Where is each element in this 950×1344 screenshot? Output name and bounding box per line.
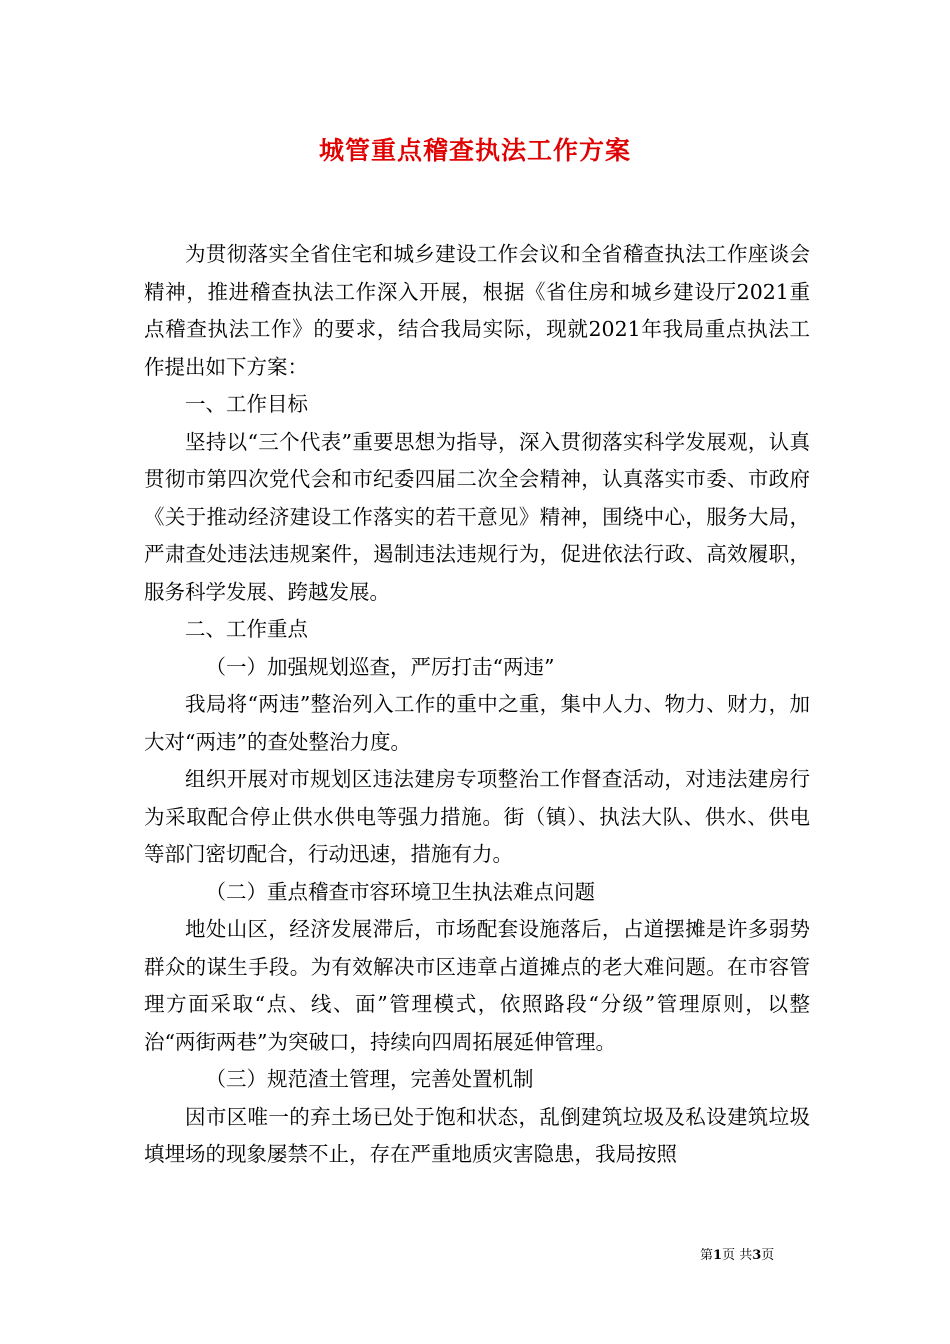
footer-suffix: 页 [761,1248,775,1263]
page-footer [700,1247,820,1265]
subsection-heading: （二）重点稽查市容环境卫生执法难点问题 [205,879,595,904]
footer-page-number: 1 [713,1248,723,1263]
body-paragraph: 地处山区，经济发展滞后，市场配套设施落后，占道摆摊是许多弱势群众的谋生手段。为有效解决市区违章占道摊点的老大难问题。在市容管理方面采取“点、线、面”管理模式，依照路段“分级”管理原则，以整治“两街两巷”为突破口，持续向四周拓展延伸管理。 [144,917,810,1054]
section-heading: 一、工作目标 [185,392,308,416]
subsection-heading: （一）加强规划巡查，严厉打击“两违” [205,654,555,679]
section-heading: 二、工作重点 [185,617,308,641]
footer-total-pages: 3 [752,1248,762,1263]
document-title: 城管重点稽查执法工作方案 [318,136,631,165]
footer-middle: 页 共 [722,1248,753,1263]
body-paragraph: 坚持以“三个代表”重要思想为指导，深入贯彻落实科学发展观，认真贯彻市第四次党代会和市纪委四届二次全会精神，认真落实市委、市政府《关于推动经济建设工作落实的若干意见》精神，围绕中心，服务大局，严肃查处违法违规案件，遏制违法违规行为，促进依法行政、高效履职，服务科学发展、跨越发展。 [144,429,810,604]
body-paragraph: 组织开展对市规划区违法建房专项整治工作督查活动，对违法建房行为采取配合停止供水供电等强力措施。街（镇）、执法大队、供水、供电等部门密切配合，行动迅速，措施有力。 [144,767,810,866]
document-body [144,236,810,1174]
subsection-heading: （三）规范渣土管理，完善处置机制 [205,1067,534,1091]
body-paragraph: 因市区唯一的弃土场已处于饱和状态，乱倒建筑垃圾及私设建筑垃圾填埋场的现象屡禁不止，存在严重地质灾害隐患，我局按照 [144,1104,810,1166]
body-paragraph: 为贯彻落实全省住宅和城乡建设工作会议和全省稽查执法工作座谈会精神，推进稽查执法工作深入开展，根据《省住房和城乡建设厅2021重点稽查执法工作》的要求，结合我局实际，现就2021年我局重点执法工作提出如下方案： [144,242,810,379]
body-paragraph: 我局将“两违”整治列入工作的重中之重，集中人力、物力、财力，加大对“两违”的查处整治力度。 [144,692,810,754]
footer-prefix: 第 [700,1248,714,1263]
